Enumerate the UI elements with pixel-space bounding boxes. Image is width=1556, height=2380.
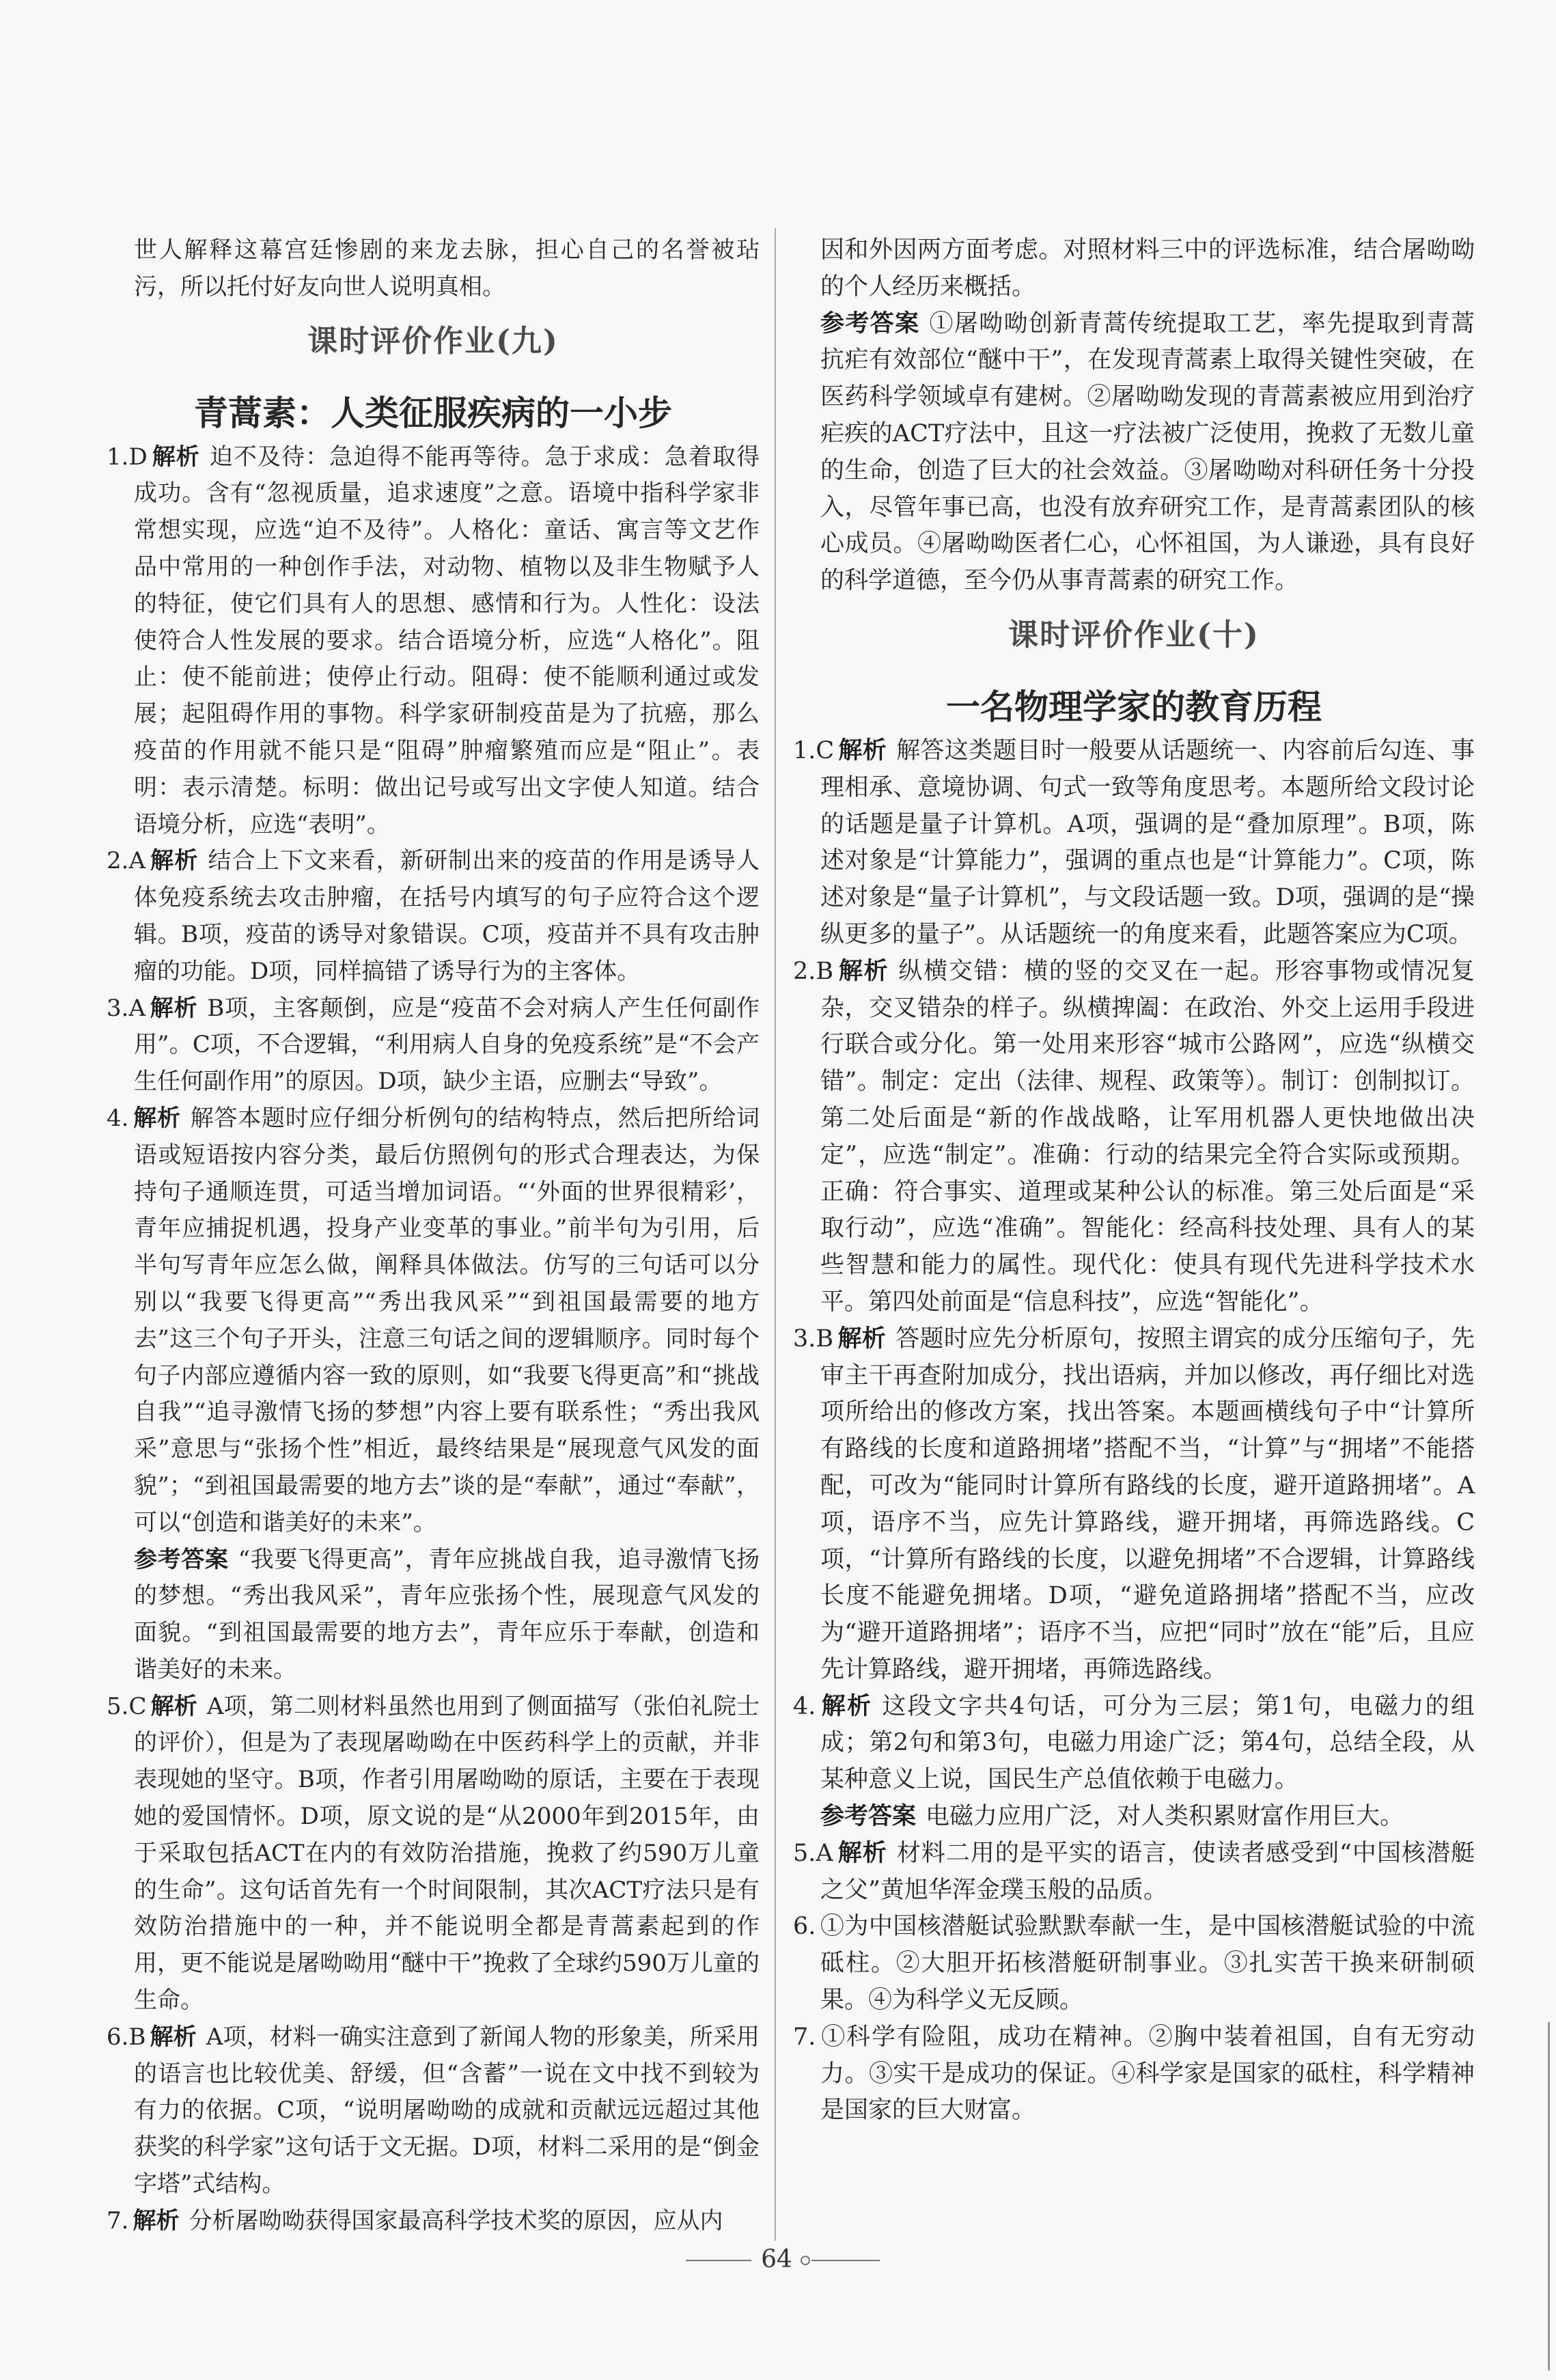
- item-number: 3.A: [107, 994, 145, 1022]
- analysis-label: 解析: [151, 443, 200, 471]
- item-text: 解答本题时应仔细分析例句的结构特点，然后把所给词语或短语按内容分类，最后仿照例句的形式合理表达，为保持句子通顺连贯，可适当增加词语。“‘外面的世界很精彩’，青年应捕捉机遇，投身产业变革的事业。”前半句为引用，后半句写青年应怎么做，阐释具体做法。仿写的三句话可以分别以“我要飞得更高”“秀出我风采”“到祖国最需要的地方去”这三个句子开头，注意三句话之间的逻辑顺序。同时每个句子内部应遵循内容一致的原则，如“我要飞得更高”和“挑战自我”“追寻激情飞扬的梦想”内容上要有联系性；“秀出我风采”意思与“张扬个性”相近，最终结果是“展现意气风发的面貌”；“到祖国最需要的地方去”谈的是“奉献”，通过“奉献”，可以“创造和谐美好的未来”。: [134, 1104, 760, 1536]
- item-text: 纵横交错：横的竖的交叉在一起。形容事物或情况复杂，交叉错杂的样子。纵横捭阖：在政治、外交上运用手段进行联合或分化。第一处用来形容“城市公路网”，应选“纵横交错”。制定：定出（法律、规程、政策等）。制订：创制拟订。第二处后面是“新的作战战略，让军用机器人更快地做出决定”，应选“制定”。准确：行动的结果完全符合实际或预期。正确：符合事实、道理或某种公认的标准。第三处后面是“采取行动”，应选“准确”。智能化：经高科技处理、具有人的某些智慧和能力的属性。现代化：使具有现代先进科学技术水平。第四处前面是“信息科技”，应选“智能化”。: [820, 957, 1475, 1316]
- item-number: 6.B: [107, 2023, 146, 2051]
- item-text: B项，主客颠倒，应是“疫苗不会对病人产生任何副作用”。C项，不合逻辑，“利用病人自身的免疫系统”是“不会产生任何副作用”的原因。D项，缺少主语，应删去“导致”。: [134, 994, 760, 1096]
- analysis-label: 解析: [837, 1325, 887, 1353]
- answer-text: ①屠呦呦创新青蒿传统提取工艺，率先提取到青蒿抗疟有效部位“醚中干”，在发现青蒿素上取得关键性突破，在医药科学领域卓有建树。②屠呦呦发现的青蒿素被应用到治疗疟疾的ACT疗法中，且这一疗法被广泛使用，挽救了无数儿童的生命，创造了巨大的社会效益。③屠呦呦对科研任务十分投入，尽管年事已高，也没有放弃研究工作，是青蒿素团队的核心成员。④屠呦呦医者仁心，心怀祖国，为人谦逊，具有良好的科学道德，至今仍从事青蒿素的研究工作。: [820, 309, 1475, 595]
- question-item: [107, 843, 760, 990]
- question-item: [793, 1909, 1475, 2019]
- question-item: [793, 1836, 1475, 1909]
- analysis-label: 解析: [820, 1692, 873, 1720]
- question-item: [107, 2203, 760, 2240]
- item-text: A项，第二则材料虽然也用到了侧面描写（张伯礼院士的评价），但是为了表现屠呦呦在中医药科学上的贡献，并非表现她的坚守。B项，作者引用屠呦呦的原话，主要在于表现她的爱国情怀。D项，原文说的是“从2000年到2015年，由于采取包括ACT在内的有效防治措施，挽救了约590万儿童的生命”。这句话首先有一个时间限制，其次ACT疗法只是有效防治措施中的一种，并不能说明全都是青蒿素起到的作用，更不能说是屠呦呦用“醚中干”挽救了全球约590万儿童的生命。: [134, 1692, 760, 2015]
- column-divider: [775, 228, 776, 2241]
- answer-label: 参考答案: [134, 1545, 229, 1573]
- question-item: [107, 991, 760, 1101]
- section-title: 课时评价作业(十): [1008, 617, 1260, 652]
- item-number: 2.A: [107, 847, 145, 875]
- question-item: [793, 2019, 1475, 2129]
- item-text: ①为中国核潜艇试验默默奉献一生，是中国核潜艇试验的中流砥柱。②大胆开拓核潜艇研制事业。③扎实苦干换来研制硕果。④为科学义无反顾。: [820, 1913, 1475, 2015]
- page-number-ornament: [686, 2260, 751, 2261]
- left-column: [107, 232, 760, 2240]
- item-text: 这段文字共4句话，可分为三层；第1句，电磁力的组成；第2句和第3句，电磁力用途广泛；第4句，总结全段，从某种意义上说，国民生产总值依赖于电磁力。: [820, 1692, 1475, 1794]
- question-item: [793, 1321, 1475, 1689]
- item-text: 材料二用的是平实的语言，使读者感受到“中国核潜艇之父”黄旭华浑金璞玉般的品质。: [820, 1839, 1475, 1904]
- analysis-label: 解析: [150, 1692, 197, 1720]
- analysis-label: 解析: [150, 2023, 197, 2051]
- item-number: 1.C: [793, 736, 835, 764]
- item-text: 答题时应先分析原句，按照主谓宾的成分压缩句子，先审主干再查附加成分，找出语病，并加以修改，再仔细比对选项所给出的修改方案，找出答案。本题画横线句子中“计算所有路线的长度和道路拥堵”搭配不当，“计算”与“拥堵”不能搭配，可改为“能同时计算所有路线的长度，避开道路拥堵”。A项，语序不当，应先计算路线，避开拥堵，再筛选路线。C项，“计算所有路线的长度，以避免拥堵”不合逻辑，计算路线长度不能避免拥堵。D项，“避免道路拥堵”搭配不当，应改为“避开道路拥堵”；语序不当，应把“同时”放在“能”后，且应先计算路线，避开拥堵，再筛选路线。: [820, 1325, 1475, 1683]
- scan-edge-line: [1548, 2022, 1550, 2370]
- item-number: 7.: [793, 2023, 816, 2051]
- item-text: 结合上下文来看，新研制出来的疫苗的作用是诱导人体免疫系统去攻击肿瘤，在括号内填写的句子应符合这个逻辑。B项，疫苗的诱导对象错误。C项，疫苗并不具有攻击肿瘤的功能。D项，同样搞错了诱导行为的主客体。: [134, 847, 760, 985]
- answer-label: 参考答案: [820, 1803, 917, 1831]
- reference-answer: [793, 306, 1475, 600]
- answer-text: “我要飞得更高”，青年应挑战自我，追寻激情飞扬的梦想。“秀出我风采”，青年应张扬个性，展现意气风发的面貌。“到祖国最需要的地方去”，青年应乐于奉献，创造和谐美好的未来。: [134, 1545, 760, 1683]
- item-number: 2.B: [793, 957, 834, 985]
- item-number: 4.: [107, 1104, 129, 1132]
- item-number: 4.: [793, 1692, 816, 1720]
- item-number: 5.A: [793, 1839, 833, 1867]
- analysis-label: 解析: [133, 2206, 180, 2234]
- analysis-label: 解析: [150, 994, 198, 1022]
- item-text: 迫不及待：急迫得不能再等待。急于求成：急着取得成功。含有“忽视质量，追求速度”之意。语境中指科学家非常想实现，应选“迫不及待”。人格化：童话、寓言等文艺作品中常用的一种创作手法，对动物、植物以及非生物赋予人的特征，使它们具有人的思想、感情和行为。人性化：设法使符合人性发展的要求。结合语境分析，应选“人格化”。阻止：使不能前进；使停止行动。阻碍：使不能顺利通过或发展；起阻碍作用的事物。科学家研制疫苗是为了抗癌，那么疫苗的作用就不能只是“阻碍”肿瘤繁殖而应是“阻止”。表明：表示清楚。标明：做出记号或写出文字使人知道。结合语境分析，应选“表明”。: [134, 443, 760, 838]
- item-text: ①科学有险阻，成功在精神。②胸中装着祖国，自有无穷动力。③实干是成功的保证。④科学家是国家的砥柱，科学精神是国家的巨大财富。: [820, 2023, 1475, 2125]
- question-item: [793, 733, 1475, 954]
- page-number: 64: [761, 2245, 792, 2273]
- reference-answer: [793, 1799, 1475, 1836]
- item-number: 7.: [107, 2206, 129, 2234]
- page-number-ornament: [801, 2256, 810, 2265]
- item-number: 1.D: [107, 443, 148, 471]
- question-item: [107, 439, 760, 844]
- reference-answer: [107, 1542, 760, 1689]
- section-subtitle: 一名物理学家的教育历程: [946, 687, 1322, 727]
- continuation-paragraph: 世人解释这幕宫廷惨剧的来龙去脉，担心自己的名誉被玷污，所以托付好友向世人说明真相。: [134, 236, 760, 301]
- continuation-paragraph: 因和外因两方面考虑。对照材料三中的评选标准，结合屠呦呦的个人经历来概括。: [820, 236, 1475, 301]
- page-number-ornament: [811, 2260, 880, 2261]
- analysis-label: 解析: [837, 957, 889, 985]
- item-number: 6.: [793, 1913, 816, 1941]
- item-text: 分析屠呦呦获得国家最高科学技术奖的原因，应从内: [189, 2206, 723, 2234]
- question-item: [107, 1689, 760, 2019]
- item-number: 3.B: [793, 1325, 834, 1353]
- question-item: [107, 1101, 760, 1542]
- analysis-label: 解析: [133, 1104, 181, 1132]
- answer-text: 电磁力应用广泛，对人类积累财富作用巨大。: [926, 1803, 1404, 1831]
- analysis-label: 解析: [838, 736, 887, 764]
- answer-label: 参考答案: [820, 309, 920, 337]
- question-item: [793, 1689, 1475, 1799]
- item-text: 解答这类题目时一般要从话题统一、内容前后勾连、事理相承、意境协调、句式一致等角度思考。本题所给文段讨论的话题是量子计算机。A项，强调的是“叠加原理”。B项，陈述对象是“计算能力”，强调的重点也是“计算能力”。C项，陈述对象是“量子计算机”，与文段话题一致。D项，强调的是“操纵更多的量子”。从话题统一的角度来看，此题答案应为C项。: [820, 736, 1475, 948]
- question-item: [107, 2019, 760, 2203]
- analysis-label: 解析: [837, 1839, 887, 1867]
- page-footer: [0, 2243, 1556, 2276]
- item-number: 5.C: [107, 1692, 147, 1720]
- section-title: 课时评价作业(九): [307, 323, 559, 359]
- question-item: [793, 954, 1475, 1321]
- right-column: [793, 232, 1475, 2129]
- item-text: A项，材料一确实注意到了新闻人物的形象美，所采用的语言也比较优美、舒缓，但“含蓄”一说在文中找不到较为有力的依据。C项，“说明屠呦呦的成就和贡献远远超过其他获奖的科学家”这句话于文无据。D项，材料二采用的是“倒金字塔”式结构。: [134, 2023, 760, 2198]
- analysis-label: 解析: [150, 847, 199, 875]
- section-subtitle: 青蒿素：人类征服疾病的一小步: [194, 393, 672, 433]
